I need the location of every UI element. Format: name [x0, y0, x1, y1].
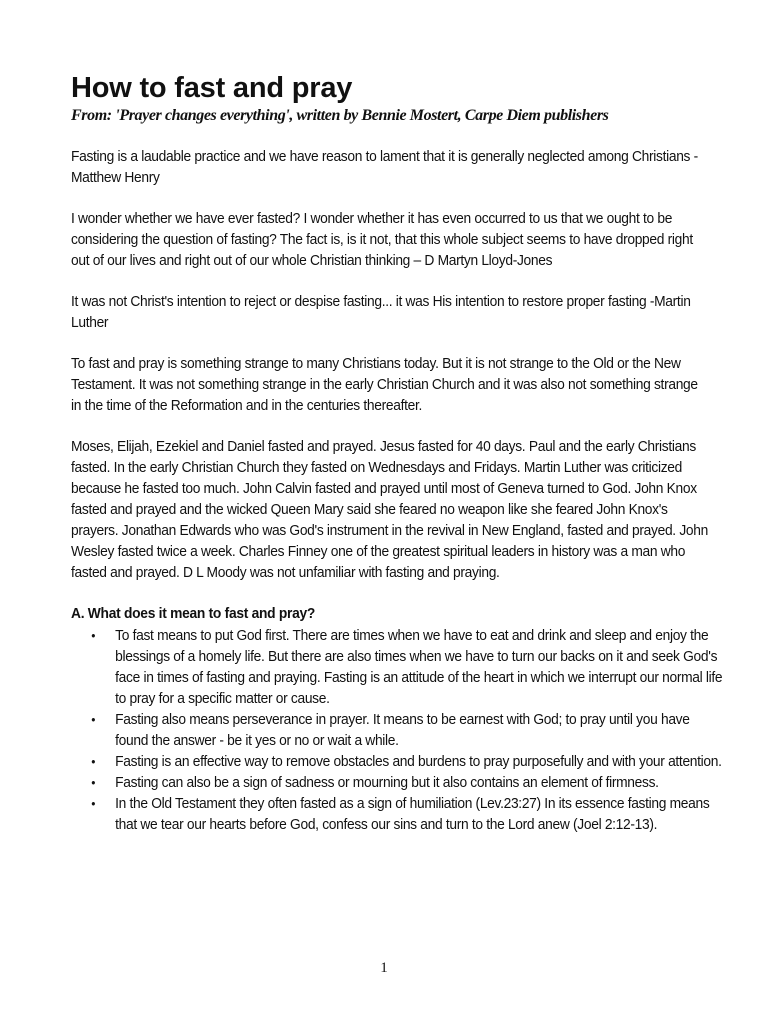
bullet-icon: •: [91, 796, 96, 811]
quote-paragraph: Fasting is a laudable practice and we have reason to lament that it is generally neglected among Christians - Matthew Henry: [71, 148, 698, 186]
document-subtitle: From: 'Prayer changes everything', written by Bennie Mostert, Carpe Diem publishers: [71, 107, 609, 124]
bullet-icon: •: [91, 712, 96, 727]
bullet-list: [71, 625, 723, 835]
page-number: 1: [380, 960, 388, 976]
list-item-text: Fasting can also be a sign of sadness or mourning but it also contains an element of firmness.: [115, 774, 659, 791]
document-title: How to fast and pray: [71, 72, 353, 104]
body-paragraph: To fast and pray is something strange to many Christians today. But it is not strange to the Old or the New Testament. It was not something strange in the early Christian Church and it was also not something strange in the time of the Reformation and in the centuries thereafter.: [71, 355, 698, 414]
quote-paragraph: It was not Christ's intention to reject or despise fasting... it was His intention to restore proper fasting -Martin Luther: [71, 293, 691, 331]
bullet-icon: •: [91, 628, 96, 643]
section-heading: A. What does it mean to fast and pray?: [71, 605, 316, 622]
list-item-text: To fast means to put God first. There are times when we have to eat and drink and sleep and enjoy the blessings of a homely life. But there are also times when we have to turn our backs on it and seek God's face in times of fasting and praying. Fasting is an attitude of the heart in which we interrupt our normal life to pray for a specific matter or cause.: [115, 627, 723, 707]
bullet-icon: •: [91, 754, 96, 769]
list-item: [71, 625, 722, 709]
list-item-text: Fasting also means perseverance in prayer. It means to be earnest with God; to pray until you have found the answer - be it yes or no or wait a while.: [115, 711, 690, 749]
list-item: [71, 709, 722, 751]
list-item: [71, 751, 722, 772]
list-item-text: In the Old Testament they often fasted as a sign of humiliation (Lev.23:27) In its essence fasting means that we tear our hearts before God, confess our sins and turn to the Lord anew (Joel 2:12-13).: [115, 795, 710, 833]
list-item: [71, 793, 722, 835]
list-item-text: Fasting is an effective way to remove obstacles and burdens to pray purposefully and with your attention.: [115, 753, 722, 770]
body-paragraph: Moses, Elijah, Ezekiel and Daniel fasted and prayed. Jesus fasted for 40 days. Paul and the early Christians fasted. In the early Christian Church they fasted on Wednesdays and Fridays. Martin Luther was criticized because he fasted too much. John Calvin fasted and prayed until most of Geneva turned to God. John Knox fasted and prayed and the wicked Queen Mary said she feared no weapon like she feared John Knox's prayers. Jonathan Edwards who was God's instrument in the revival in New England, fasted and prayed. John Wesley fasted twice a week. Charles Finney one of the greatest spiritual leaders in history was a man who fasted and prayed. D L Moody was not unfamiliar with fasting and praying.: [71, 438, 708, 581]
list-item: [71, 772, 722, 793]
bullet-icon: •: [91, 775, 96, 790]
document-body: [71, 70, 723, 835]
quote-paragraph: I wonder whether we have ever fasted? I wonder whether it has even occurred to us that we ought to be considering the question of fasting? The fact is, is it not, that this whole subject seems to have dropped right out of our lives and right out of our whole Christian thinking – D Martyn Lloyd-Jones: [71, 210, 693, 269]
